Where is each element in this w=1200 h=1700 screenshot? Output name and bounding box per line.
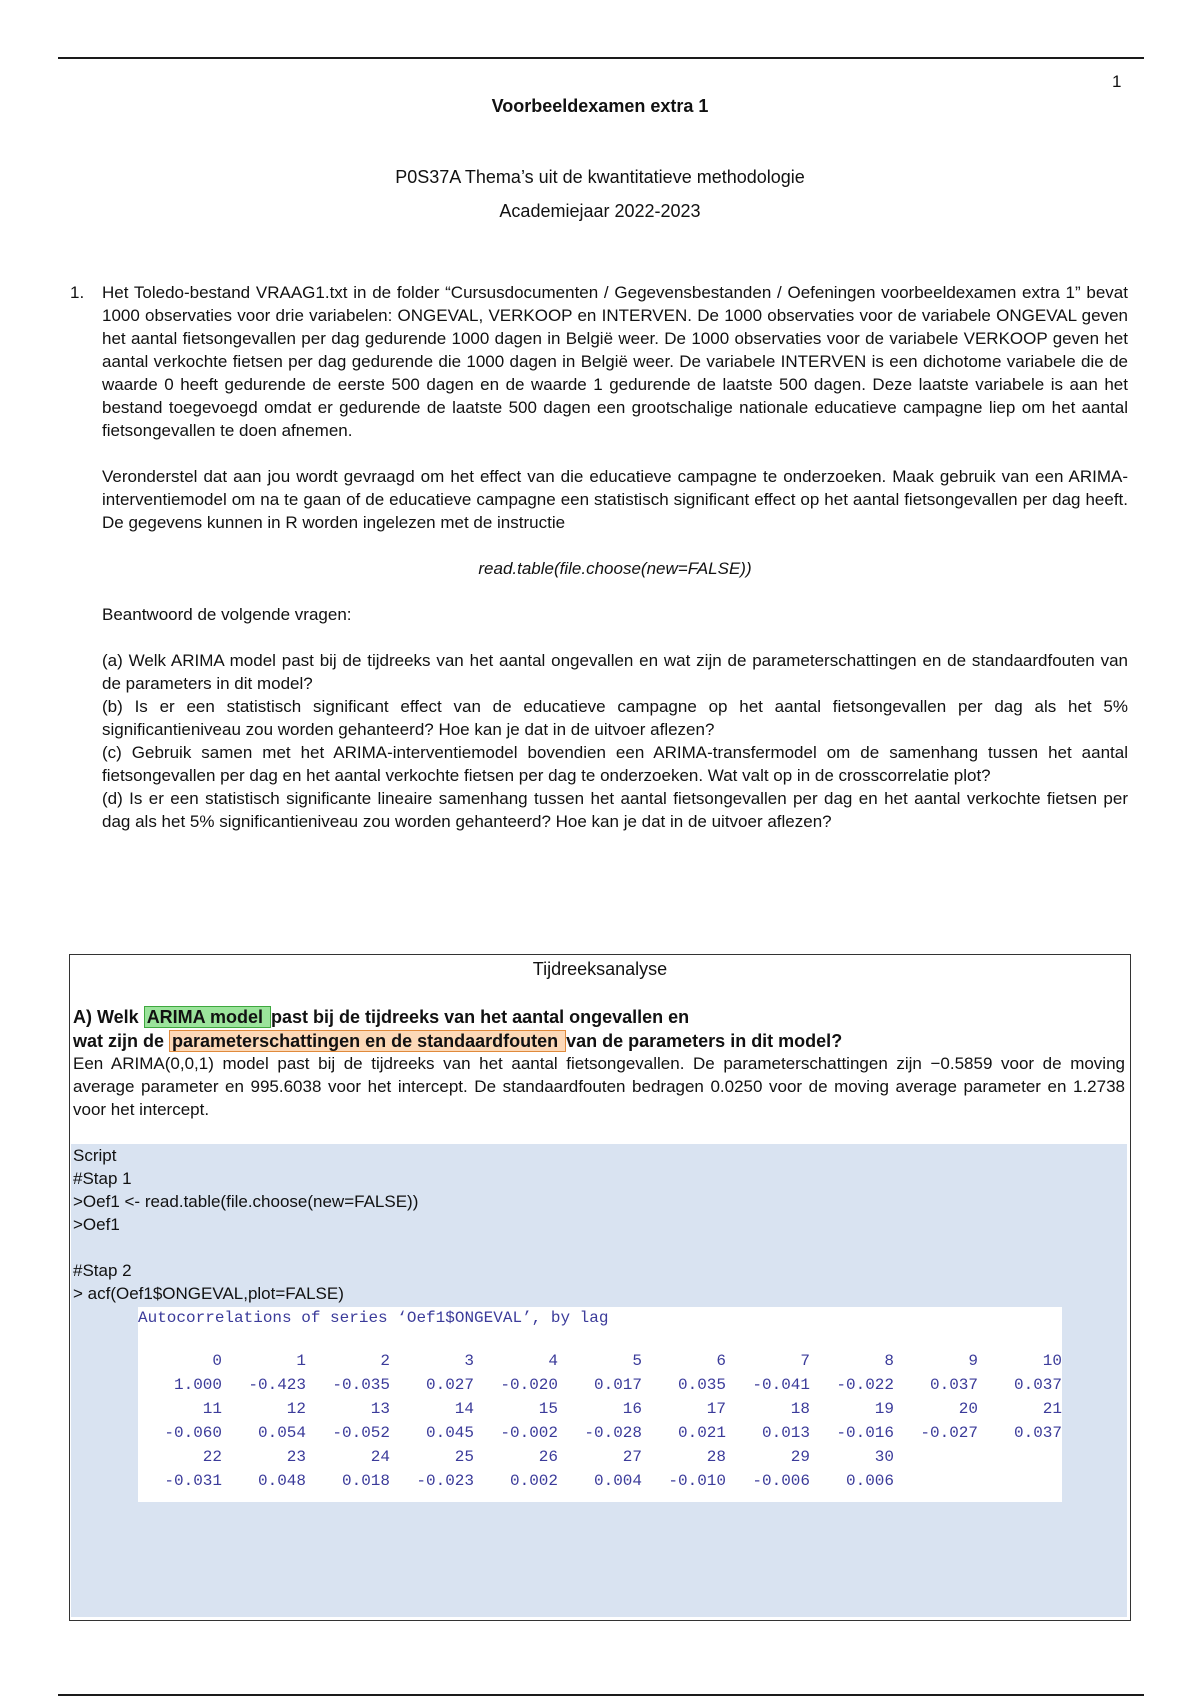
highlight-arima-model: ARIMA model (144, 1006, 271, 1028)
acf-lag-row (138, 1397, 1062, 1421)
acf-value-cell: -0.010 (668, 1472, 726, 1490)
script-blank-line (73, 1236, 418, 1259)
acf-lag-cell: 26 (538, 1448, 558, 1466)
academic-year: Academiejaar 2022-2023 (499, 201, 701, 221)
acf-lag-cell: 30 (874, 1448, 894, 1466)
acf-lag-cell: 16 (622, 1400, 642, 1418)
acf-lag-cell: 14 (454, 1400, 474, 1418)
acf-value-cell: -0.023 (416, 1472, 474, 1490)
acf-lag-cell: 23 (286, 1448, 306, 1466)
acf-lag-cell: 12 (286, 1400, 306, 1418)
subquestion-a: (a) Welk ARIMA model past bij de tijdreeks van het aantal ongevallen en wat zijn de parameterschattingen en de standaardfouten van de parameters in dit model? (102, 651, 1128, 693)
script-command: >Oef1 <- read.table(file.choose(new=FALSE)) (73, 1192, 419, 1211)
acf-lag-cell: 21 (1042, 1400, 1062, 1418)
acf-value-cell: -0.052 (332, 1424, 390, 1442)
acf-value-cell: 0.054 (257, 1424, 306, 1442)
acf-lag-cell (978, 1445, 1062, 1469)
r-instruction: read.table(file.choose(new=FALSE)) (478, 559, 752, 578)
acf-value-cell: -0.022 (836, 1376, 894, 1394)
acf-value-cell: 0.006 (845, 1472, 894, 1490)
acf-lag-cell: 17 (706, 1400, 726, 1418)
acf-value-row (138, 1469, 1062, 1493)
question-task: Veronderstel dat aan jou wordt gevraagd om het effect van die educatieve campagne te onderzoeken. Maak gebruik van een ARIMA-interventiemodel om na te gaan of de educatieve campagne een statistisch significant effect op het aantal fietsongevallen per dag heeft. De gegevens kunnen in R worden ingelezen met de instructie (102, 467, 1128, 532)
acf-value-cell: 0.045 (425, 1424, 474, 1442)
acf-value-cell: -0.060 (164, 1424, 222, 1442)
script-lines (73, 1144, 418, 1305)
acf-value-cell: 0.037 (929, 1376, 978, 1394)
script-command: >Oef1 (73, 1215, 120, 1234)
heading-line2-suffix: van de parameters in dit model? (566, 1031, 843, 1051)
question-1 (70, 281, 1128, 833)
acf-lag-cell: 15 (538, 1400, 558, 1418)
heading-prefix: A) Welk (73, 1007, 144, 1027)
acf-lag-cell: 5 (632, 1352, 642, 1370)
heading-mid: past bij de tijdreeks van het aantal ongevallen en (271, 1007, 690, 1027)
acf-lag-cell: 4 (548, 1352, 558, 1370)
acf-value-cell: 0.013 (761, 1424, 810, 1442)
highlight-parameter-estimates: parameterschattingen en de standaardfouten (169, 1030, 566, 1052)
question-prompt: Beantwoord de volgende vragen: (102, 605, 352, 624)
page-title: Voorbeeldexamen extra 1 (491, 96, 709, 116)
question-intro: Het Toledo-bestand VRAAG1.txt in de folder “Cursusdocumenten / Gegevensbestanden / Oefeningen voorbeeldexamen extra 1” bevat 1000 observaties voor drie variabelen: ONGEVAL, VERKOOP en INTERVEN. De 1000 observaties voor de variabele ONGEVAL geven het aantal fietsongevallen per dag gedurende 1000 dagen in België weer. De 1000 observaties voor de variabele VERKOOP geven het aantal verkochte fietsen per dag gedurende die 1000 dagen in België weer. De variabele INTERVEN is een dichotome variabele die de waarde 0 heeft gedurende de eerste 500 dagen en de waarde 1 gedurende de laatste 500 dagen. Deze laatste variabele is aan het bestand toegevoegd omdat er gedurende de laatste 500 dagen een grootschalige nationale educatieve campagne liep om het aantal fietsongevallen te doen afnemen. (102, 283, 1128, 440)
heading-line2-prefix: wat zijn de (73, 1031, 170, 1051)
acf-value-cell: 0.002 (509, 1472, 558, 1490)
acf-lag-cell: 19 (874, 1400, 894, 1418)
acf-value-row (138, 1373, 1062, 1397)
course-title: P0S37A Thema’s uit de kwantitatieve methodologie (395, 167, 805, 187)
acf-value-cell: -0.016 (836, 1424, 894, 1442)
acf-value-cell (894, 1469, 978, 1493)
acf-value-cell: 0.035 (677, 1376, 726, 1394)
acf-value-cell: -0.035 (332, 1376, 390, 1394)
acf-lag-cell: 22 (202, 1448, 222, 1466)
subquestion-b: (b) Is er een statistisch significant effect van de educatieve campagne op het aantal fietsongevallen per dag als het 5% significantieniveau zou worden gehanteerd? Hoe kan je dat in de uitvoer aflezen? (102, 697, 1128, 739)
script-step-1: #Stap 1 (73, 1169, 132, 1188)
acf-value-cell: -0.002 (500, 1424, 558, 1442)
acf-value-cell: 0.021 (677, 1424, 726, 1442)
top-rule (58, 57, 1144, 59)
box-title: Tijdreeksanalyse (532, 959, 668, 979)
acf-value-cell: -0.031 (164, 1472, 222, 1490)
subquestion-c: (c) Gebruik samen met het ARIMA-interventiemodel bovendien een ARIMA-transfermodel om de samenhang tussen het aantal fietsongevallen per dag en het aantal verkochte fietsen per dag te onderzoeken. Wat valt op in de crosscorrelatie plot? (102, 743, 1128, 785)
acf-value-cell (978, 1469, 1062, 1493)
acf-lag-cell: 10 (1042, 1352, 1062, 1370)
acf-lag-cell: 29 (790, 1448, 810, 1466)
acf-lag-cell: 18 (790, 1400, 810, 1418)
acf-value-cell: -0.020 (500, 1376, 558, 1394)
acf-lag-cell: 27 (622, 1448, 642, 1466)
acf-value-row (138, 1421, 1062, 1445)
acf-value-cell: -0.027 (920, 1424, 978, 1442)
acf-lag-cell: 25 (454, 1448, 474, 1466)
acf-value-cell: -0.006 (752, 1472, 810, 1490)
acf-lag-cell: 13 (370, 1400, 390, 1418)
acf-value-cell: 1.000 (173, 1376, 222, 1394)
acf-value-cell: 0.037 (1013, 1424, 1062, 1442)
acf-lag-cell: 1 (296, 1352, 306, 1370)
answer-box (69, 954, 1131, 1621)
console-header: Autocorrelations of series ‘Oef1$ONGEVAL’, by lag (138, 1309, 609, 1327)
answer-text: Een ARIMA(0,0,1) model past bij de tijdreeks van het aantal fietsongevallen. De parameterschattingen zijn −0.5859 voor de moving average parameter en 995.6038 voor het intercept. De standaardfouten bedragen 0.0250 voor de moving average parameter en 1.2738 voor het intercept. (73, 1054, 1125, 1119)
acf-lag-cell: 9 (968, 1352, 978, 1370)
acf-lag-cell: 3 (464, 1352, 474, 1370)
script-area (71, 1144, 1127, 1617)
acf-lag-cell (894, 1445, 978, 1469)
page-number: 1 (1112, 72, 1122, 91)
acf-value-cell: -0.028 (584, 1424, 642, 1442)
acf-lag-cell: 11 (202, 1400, 222, 1418)
question-body (102, 281, 1128, 833)
acf-value-cell: 0.027 (425, 1376, 474, 1394)
acf-lag-cell: 7 (800, 1352, 810, 1370)
acf-value-cell: 0.037 (1013, 1376, 1062, 1394)
script-label: Script (73, 1146, 117, 1165)
acf-value-cell: 0.018 (341, 1472, 390, 1490)
r-console-output (138, 1307, 1062, 1502)
acf-value-cell: 0.017 (593, 1376, 642, 1394)
section-a-heading (73, 1005, 1123, 1053)
bottom-rule (58, 1694, 1144, 1696)
acf-lag-row (138, 1349, 1062, 1373)
script-command: > acf(Oef1$ONGEVAL,plot=FALSE) (73, 1284, 344, 1303)
acf-lag-cell: 8 (884, 1352, 894, 1370)
acf-value-cell: 0.004 (593, 1472, 642, 1490)
acf-lag-cell: 0 (212, 1352, 222, 1370)
acf-table (138, 1349, 1062, 1493)
subquestion-d: (d) Is er een statistisch significante lineaire samenhang tussen het aantal fietsongevallen per dag en het aantal verkochte fietsen per dag als het 5% significantieniveau zou worden gehanteerd? Hoe kan je dat in de uitvoer aflezen? (102, 789, 1128, 831)
acf-lag-cell: 6 (716, 1352, 726, 1370)
acf-lag-row (138, 1445, 1062, 1469)
question-number: 1. (70, 283, 85, 302)
acf-value-cell: -0.041 (752, 1376, 810, 1394)
acf-lag-cell: 28 (706, 1448, 726, 1466)
acf-lag-cell: 24 (370, 1448, 390, 1466)
acf-lag-cell: 20 (958, 1400, 978, 1418)
acf-lag-cell: 2 (380, 1352, 390, 1370)
acf-value-cell: 0.048 (257, 1472, 306, 1490)
acf-value-cell: -0.423 (248, 1376, 306, 1394)
script-step-2: #Stap 2 (73, 1261, 132, 1280)
